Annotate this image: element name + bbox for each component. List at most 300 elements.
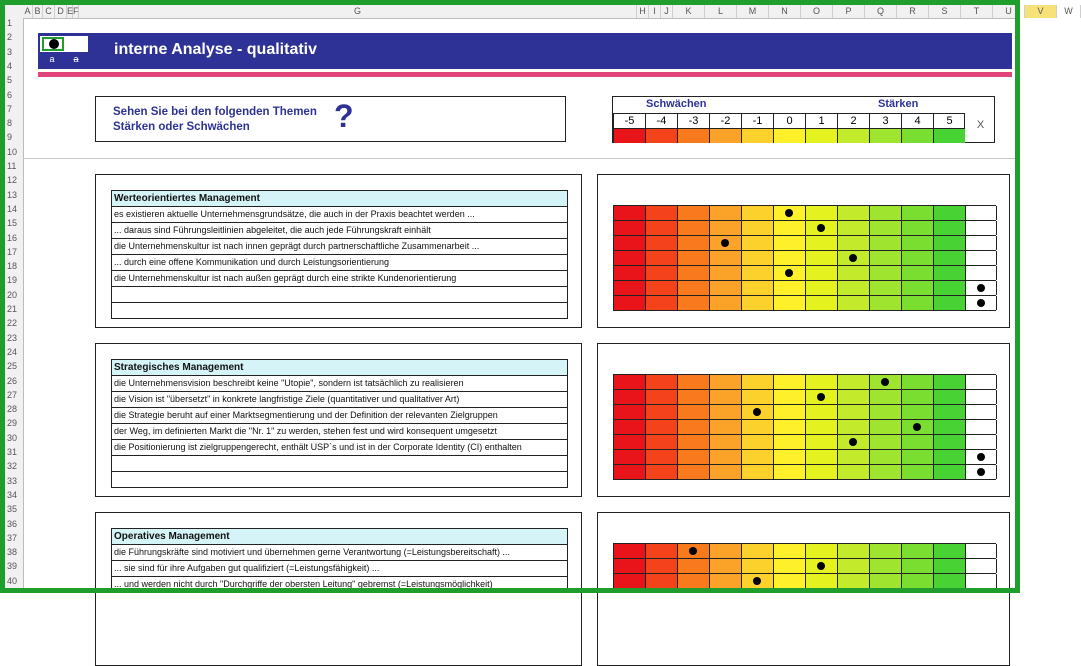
rating-cell[interactable] [805,236,837,250]
row-header-cell[interactable]: 1 [7,18,13,28]
rating-cell[interactable] [709,251,741,265]
column-header-cell[interactable]: H [637,5,649,18]
row-header-cell[interactable]: 30 [7,432,18,443]
rating-cell[interactable] [709,559,741,573]
column-header-cell[interactable]: G [79,5,637,18]
column-header-cell[interactable]: P [833,5,865,18]
column-header-cell[interactable]: I [649,5,661,18]
rating-cell[interactable] [933,465,965,479]
rating-cell[interactable] [677,390,709,404]
rating-cell[interactable] [773,296,805,310]
rating-cell[interactable] [901,281,933,295]
rating-cell[interactable] [645,559,677,573]
rating-cell[interactable] [837,281,869,295]
rating-cell-x[interactable] [965,251,997,265]
rating-cell[interactable] [613,390,645,404]
topic-table [111,528,568,593]
rating-cell[interactable] [677,465,709,479]
column-header-cell[interactable]: W [1057,5,1081,18]
rating-cell[interactable] [869,236,901,250]
row-header-cell[interactable]: 14 [7,203,18,214]
rating-cell[interactable] [901,405,933,419]
row-header-cell[interactable]: 6 [7,89,13,100]
rating-cell[interactable] [741,221,773,235]
rating-cell[interactable] [773,465,805,479]
rating-cell-x[interactable] [965,420,997,434]
rating-cell[interactable] [709,390,741,404]
rating-cell[interactable] [837,236,869,250]
rating-cell[interactable] [773,420,805,434]
rating-marker-icon[interactable] [721,239,729,247]
rating-cell[interactable] [869,544,901,558]
rating-cell[interactable] [773,450,805,464]
topic-row[interactable]: ... daraus sind Führungsleitlinien abgeleitet, die auch jede Führungskraft einhält [111,223,568,239]
rating-cell[interactable] [773,435,805,449]
rating-cell-x[interactable] [965,559,997,573]
row-header-cell[interactable]: 28 [7,404,18,415]
rating-cell[interactable] [709,206,741,220]
topic-row[interactable] [111,456,568,472]
rating-cell[interactable] [869,574,901,588]
rating-cell[interactable] [709,405,741,419]
rating-cell[interactable] [613,544,645,558]
rating-cell[interactable] [613,465,645,479]
logo-right-label: a [64,52,88,66]
row-header-cell[interactable]: 29 [7,418,18,429]
row-header-cell[interactable]: 13 [7,189,18,200]
rating-cell[interactable] [837,375,869,389]
rating-marker-icon[interactable] [977,468,985,476]
rating-cell[interactable] [773,221,805,235]
rating-cell[interactable] [933,450,965,464]
rating-cell[interactable] [645,296,677,310]
rating-cell[interactable] [709,296,741,310]
rating-marker-icon[interactable] [849,254,857,262]
rating-cell[interactable] [677,266,709,280]
rating-cell[interactable] [869,221,901,235]
rating-cell[interactable] [613,251,645,265]
rating-cell[interactable] [709,450,741,464]
rating-cell[interactable] [773,390,805,404]
row-header-cell[interactable]: 2 [7,32,13,43]
rating-cell[interactable] [837,405,869,419]
row-header-cell[interactable]: 16 [7,232,18,243]
rating-cell[interactable] [805,281,837,295]
column-header-cell[interactable]: C [43,5,55,18]
column-header-cell[interactable]: J [661,5,673,18]
rating-cell[interactable] [837,450,869,464]
rating-cell-x[interactable] [965,266,997,280]
rating-cell[interactable] [869,390,901,404]
row-header-cell[interactable]: 26 [7,375,18,386]
rating-cell[interactable] [869,559,901,573]
rating-cell[interactable] [677,236,709,250]
rating-cell[interactable] [677,559,709,573]
rating-cell[interactable] [709,435,741,449]
rating-cell[interactable] [709,574,741,588]
rating-cell[interactable] [645,375,677,389]
rating-cell[interactable] [677,221,709,235]
rating-cell[interactable] [805,465,837,479]
rating-cell[interactable] [805,435,837,449]
rating-marker-icon[interactable] [913,423,921,431]
rating-cell[interactable] [837,266,869,280]
rating-cell[interactable] [645,465,677,479]
column-header-cell[interactable]: T [961,5,993,18]
rating-cell[interactable] [645,405,677,419]
rating-row [613,250,996,265]
topic-row[interactable]: ... durch eine offene Kommunikation und durch Leistungsorientierung [111,255,568,271]
rating-cell[interactable] [933,420,965,434]
question-mark-icon: ? [334,98,354,134]
rating-cell[interactable] [869,206,901,220]
rating-cell[interactable] [741,544,773,558]
rating-cell[interactable] [869,405,901,419]
rating-cell[interactable] [901,206,933,220]
rating-cell-x[interactable] [965,206,997,220]
rating-marker-icon[interactable] [817,562,825,570]
rating-cell[interactable] [613,375,645,389]
rating-cell[interactable] [741,236,773,250]
rating-cell[interactable] [677,574,709,588]
row-header-cell[interactable]: 25 [7,361,18,372]
rating-row [613,404,996,419]
rating-cell[interactable] [709,420,741,434]
rating-cell[interactable] [837,544,869,558]
column-header-cell[interactable]: M [737,5,769,18]
rating-cell[interactable] [805,450,837,464]
row-header-cell[interactable]: 15 [7,218,18,229]
rating-marker-icon[interactable] [977,284,985,292]
rating-marker-icon[interactable] [817,224,825,232]
rating-cell[interactable] [933,544,965,558]
rating-cell[interactable] [709,544,741,558]
rating-cell[interactable] [645,450,677,464]
column-header-cell[interactable]: U [993,5,1025,18]
rating-cell[interactable] [741,450,773,464]
rating-cell[interactable] [901,465,933,479]
rating-cell[interactable] [933,559,965,573]
topic-row[interactable]: die Unternehmenskultur ist nach außen geprägt durch eine strikte Kundenorientierung [111,271,568,287]
rating-cell[interactable] [613,296,645,310]
row-header-cell[interactable]: 24 [7,346,18,357]
rating-cell[interactable] [773,375,805,389]
rating-cell[interactable] [805,574,837,588]
rating-cell[interactable] [933,266,965,280]
rating-cell[interactable] [933,221,965,235]
row-header-cell[interactable]: 17 [7,246,18,257]
rating-cell[interactable] [805,296,837,310]
rating-cell[interactable] [901,544,933,558]
rating-cell[interactable] [901,559,933,573]
rating-cell[interactable] [933,405,965,419]
rating-cell[interactable] [677,405,709,419]
section-title: Strategisches Management [111,360,568,376]
rating-cell[interactable] [805,266,837,280]
rating-cell[interactable] [741,251,773,265]
rating-cell[interactable] [901,296,933,310]
rating-cell[interactable] [869,420,901,434]
rating-cell[interactable] [741,296,773,310]
row-header-cell[interactable]: 20 [7,289,18,300]
rating-cell-x[interactable] [965,236,997,250]
topic-row[interactable]: die Unternehmensvision beschreibt keine "Utopie", sondern ist tatsächlich zu realisieren [111,376,568,392]
rating-cell-x[interactable] [965,390,997,404]
row-header-cell[interactable]: 12 [7,175,18,186]
rating-cell[interactable] [645,221,677,235]
rating-cell[interactable] [613,420,645,434]
rating-cell[interactable] [645,435,677,449]
rating-cell[interactable] [645,236,677,250]
rating-cell[interactable] [773,281,805,295]
column-header-cell[interactable]: V [1025,5,1057,18]
rating-cell-x[interactable] [965,221,997,235]
rating-cell[interactable] [837,206,869,220]
row-header-cell[interactable]: 10 [7,146,18,157]
rating-cell[interactable] [805,375,837,389]
row-header-cell[interactable]: 19 [7,275,18,286]
topic-row[interactable]: die Führungskräfte sind motiviert und übernehmen gerne Verantwortung (=Leistungsbereitschaft) ... [111,545,568,561]
rating-cell[interactable] [933,236,965,250]
rating-cell[interactable] [645,420,677,434]
row-header-cell[interactable]: 39 [7,561,18,572]
row-header-cell[interactable]: 8 [7,118,13,129]
scale-color-swatch [709,128,741,143]
rating-cell[interactable] [805,206,837,220]
row-header-cell[interactable]: 21 [7,304,18,314]
topic-row[interactable]: der Weg, im definierten Markt die "Nr. 1" zu werden, stehen fest und wird konsequent umgesetzt [111,424,568,440]
rating-cell-x[interactable] [965,405,997,419]
rating-marker-icon[interactable] [977,453,985,461]
rating-cell[interactable] [741,420,773,434]
rating-marker-icon[interactable] [785,269,793,277]
row-header-cell[interactable]: 18 [7,261,18,272]
rating-cell[interactable] [741,281,773,295]
rating-cell[interactable] [869,266,901,280]
rating-marker-icon[interactable] [977,299,985,307]
rating-cell[interactable] [869,435,901,449]
rating-cell[interactable] [645,390,677,404]
topic-row[interactable]: die Strategie beruht auf einer Marktsegmentierung und der Definition der relevanten Zielgruppen [111,408,568,424]
rating-cell[interactable] [933,375,965,389]
rating-cell[interactable] [837,390,869,404]
rating-cell[interactable] [869,251,901,265]
rating-cell-x[interactable] [965,375,997,389]
column-header-cell[interactable]: R [897,5,929,18]
scale-value: -2 [709,113,741,128]
rating-cell[interactable] [805,544,837,558]
column-header-cell[interactable]: Q [865,5,897,18]
column-header-cell[interactable]: E [67,6,74,16]
rating-cell[interactable] [837,574,869,588]
row-header-cell[interactable]: 11 [7,161,17,171]
rating-cell[interactable] [741,559,773,573]
rating-marker-icon[interactable] [881,378,889,386]
scale-value: 4 [901,113,933,128]
topic-row[interactable]: ... sie sind für ihre Aufgaben gut qualifiziert (=Leistungsfähigkeit) ... [111,561,568,577]
rating-cell[interactable] [741,266,773,280]
rating-cell[interactable] [805,405,837,419]
rating-cell[interactable] [645,544,677,558]
rating-cell[interactable] [677,375,709,389]
rating-cell[interactable] [677,206,709,220]
row-header-cell[interactable]: 35 [7,504,18,515]
row-header-cell[interactable]: 9 [7,132,13,143]
rating-cell[interactable] [901,266,933,280]
column-header-cell[interactable]: F [73,6,79,16]
rating-cell[interactable] [837,559,869,573]
row-header-cell[interactable]: 4 [7,60,13,71]
rating-cell[interactable] [613,574,645,588]
rating-cell[interactable] [933,296,965,310]
rating-cell[interactable] [613,435,645,449]
rating-cell[interactable] [741,206,773,220]
rating-marker-icon[interactable] [689,547,697,555]
rating-cell[interactable] [741,375,773,389]
rating-cell-x[interactable] [965,544,997,558]
rating-cell[interactable] [933,251,965,265]
rating-cell[interactable] [869,281,901,295]
rating-cell[interactable] [677,420,709,434]
column-header-cell[interactable]: L [705,5,737,18]
rating-cell[interactable] [901,375,933,389]
question-text [113,105,317,135]
rating-cell[interactable] [773,544,805,558]
rating-cell[interactable] [645,574,677,588]
rating-cell[interactable] [901,435,933,449]
row-header-cell[interactable]: 36 [7,518,18,529]
rating-cell[interactable] [933,206,965,220]
rating-cell[interactable] [901,450,933,464]
row-header-cell[interactable]: 31 [7,447,18,457]
rating-cell[interactable] [741,465,773,479]
rating-cell[interactable] [805,420,837,434]
rating-cell[interactable] [837,420,869,434]
rating-marker-icon[interactable] [849,438,857,446]
scale-value: -1 [741,113,773,128]
topic-row[interactable]: ... und werden nicht durch "Durchgriffe der obersten Leitung" gebremst (=Leistungsmöglichkeit) [111,577,568,593]
topic-row[interactable]: die Positionierung ist zielgruppengerecht, enthält USP`s und ist in der Corporate Identity (CI) enthalten [111,440,568,456]
rating-cell[interactable] [773,559,805,573]
row-header-cell[interactable]: 40 [7,575,18,586]
rating-cell[interactable] [773,405,805,419]
rating-cell[interactable] [773,251,805,265]
rating-cell[interactable] [677,251,709,265]
rating-cell[interactable] [709,465,741,479]
rating-cell[interactable] [645,251,677,265]
rating-cell[interactable] [805,251,837,265]
rating-cell[interactable] [613,221,645,235]
rating-cell[interactable] [645,281,677,295]
rating-cell[interactable] [837,221,869,235]
topic-row[interactable]: die Vision ist "übersetzt" in konkrete langfristige Ziele (quantitativer und qualitativer Art) [111,392,568,408]
column-header-cell[interactable]: D [55,5,67,18]
rating-cell[interactable] [837,296,869,310]
sheet-divider [23,158,1015,159]
rating-cell[interactable] [869,450,901,464]
not-applicable-label: X [964,113,996,143]
column-header-cell[interactable]: B [33,5,43,18]
row-header-cell[interactable]: 38 [7,547,18,558]
rating-marker-icon[interactable] [817,393,825,401]
rating-cell[interactable] [677,450,709,464]
topic-row[interactable]: es existieren aktuelle Unternehmensgrundsätze, die auch in der Praxis beachtet werden ... [111,207,568,223]
rating-cell-x[interactable] [965,435,997,449]
row-header-cell[interactable]: 3 [7,46,13,57]
row-header-cell[interactable]: 27 [7,389,18,400]
rating-cell[interactable] [677,435,709,449]
rating-cell[interactable] [933,574,965,588]
column-header-cell[interactable]: A [23,5,33,18]
rating-cell[interactable] [677,296,709,310]
rating-cell[interactable] [645,206,677,220]
rating-cell[interactable] [837,465,869,479]
rating-cell[interactable] [709,281,741,295]
rating-cell[interactable] [613,236,645,250]
column-header-cell[interactable]: N [769,5,801,18]
rating-cell[interactable] [645,266,677,280]
row-header-cell[interactable]: 37 [7,532,18,543]
rating-cell[interactable] [741,435,773,449]
row-header-cell[interactable]: 23 [7,332,18,343]
rating-cell[interactable] [773,574,805,588]
row-header-cell[interactable]: 34 [7,489,18,500]
column-header-cell[interactable]: O [801,5,833,18]
scale-color-swatch [741,128,773,143]
rating-cell[interactable] [613,206,645,220]
row-header-cell[interactable]: 32 [7,461,18,472]
topic-row[interactable] [111,287,568,303]
rating-marker-icon[interactable] [753,408,761,416]
rating-cell[interactable] [677,281,709,295]
rating-cell[interactable] [613,450,645,464]
rating-cell[interactable] [933,281,965,295]
topic-row[interactable]: die Unternehmenskultur ist nach innen geprägt durch partnerschaftliche Zusammenarbeit ... [111,239,568,255]
rating-cell[interactable] [933,435,965,449]
rating-cell[interactable] [901,221,933,235]
rating-cell[interactable] [709,375,741,389]
rating-marker-icon[interactable] [785,209,793,217]
rating-cell[interactable] [613,405,645,419]
rating-cell[interactable] [901,574,933,588]
rating-cell[interactable] [613,266,645,280]
rating-cell-x[interactable] [965,574,997,588]
rating-cell[interactable] [741,390,773,404]
column-header-cell[interactable]: K [673,5,705,18]
rating-cell[interactable] [773,236,805,250]
row-header-cell[interactable]: 7 [7,103,13,114]
rating-cell[interactable] [901,251,933,265]
rating-cell[interactable] [901,390,933,404]
rating-marker-icon[interactable] [753,577,761,585]
rating-cell[interactable] [613,559,645,573]
scale-color-swatch [837,128,869,143]
rating-cell[interactable] [901,236,933,250]
row-header-cell[interactable]: 22 [7,318,18,329]
rating-cell[interactable] [869,296,901,310]
rating-cell[interactable] [709,221,741,235]
topic-row[interactable] [111,472,568,488]
column-header-cell[interactable]: S [929,5,961,18]
rating-cell[interactable] [613,281,645,295]
rating-cell[interactable] [933,390,965,404]
question-box [95,96,566,142]
row-header-cell[interactable]: 5 [7,75,13,86]
row-header-cell[interactable]: 33 [7,475,18,486]
topic-row[interactable] [111,303,568,319]
rating-cell[interactable] [709,266,741,280]
rating-cell[interactable] [869,465,901,479]
